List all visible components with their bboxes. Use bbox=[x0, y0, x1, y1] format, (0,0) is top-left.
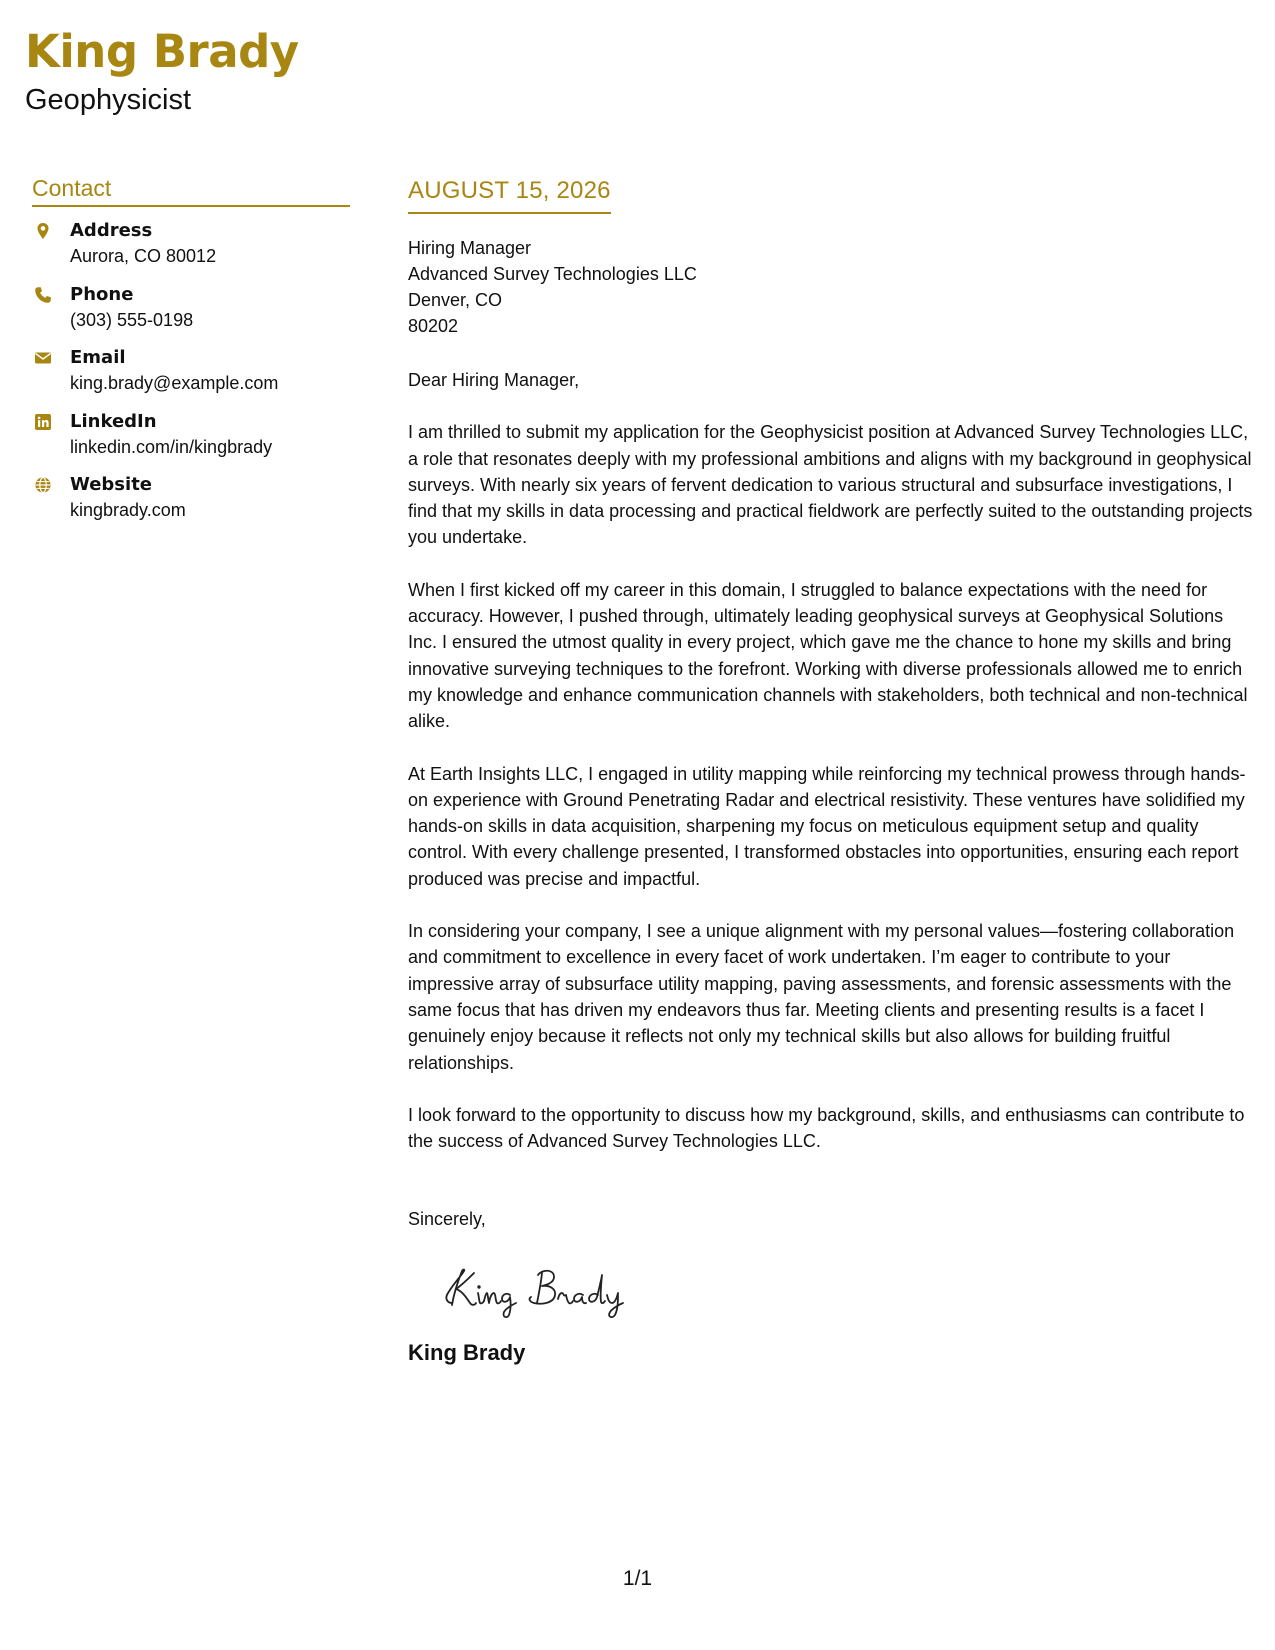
recipient-block bbox=[408, 235, 1253, 339]
recipient-title: Hiring Manager bbox=[408, 238, 532, 258]
contact-item-address bbox=[32, 219, 350, 283]
contact-label: Website bbox=[70, 474, 153, 495]
body-paragraph: At Earth Insights LLC, I engaged in utility mapping while reinforcing my technical prowess through hands-on experience with Ground Penetrating Radar and electrical resistivity. These ventures have solidified my hands-on skills in data acquisition, sharpening my focus on meticulous equipment setup and quality control. With every challenge presented, I transformed obstacles into opportunities, ensuring each report produced was precise and impactful. bbox=[408, 763, 1246, 889]
contact-heading: Contact bbox=[32, 174, 350, 207]
contact-label: Address bbox=[70, 220, 153, 241]
map-pin-icon bbox=[34, 222, 52, 240]
page-number: 1/1 bbox=[622, 1567, 653, 1590]
contact-label: Phone bbox=[70, 283, 134, 305]
phone-icon bbox=[34, 286, 52, 304]
recipient-zip: 80202 bbox=[408, 316, 459, 336]
contact-item-website bbox=[32, 473, 350, 537]
contact-sidebar bbox=[32, 174, 350, 537]
applicant-role: Geophysicist bbox=[25, 84, 192, 116]
contact-value[interactable]: linkedin.com/in/kingbrady bbox=[70, 436, 273, 457]
recipient-company: Advanced Survey Technologies LLC bbox=[408, 264, 697, 284]
contact-value: (303) 555-0198 bbox=[70, 309, 194, 330]
contact-label: Email bbox=[70, 347, 126, 368]
contact-label: LinkedIn bbox=[70, 410, 157, 432]
envelope-icon bbox=[34, 349, 52, 367]
contact-value[interactable]: kingbrady.com bbox=[70, 500, 186, 520]
body-paragraph: In considering your company, I see a unique alignment with my personal values—fostering collaboration and commitment to excellence in every facet of work undertaken. I’m eager to contribute to your impressive array of subsurface utility mapping, paving assessments, and forensic assessments with the same focus that has driven my endeavors thus far. Meeting clients and presenting results is a facet I genuinely enjoy because it reflects not only my technical skills but also allows for building fruitful relationships. bbox=[408, 921, 1235, 1073]
signer-name: King Brady bbox=[408, 1339, 526, 1365]
globe-icon bbox=[34, 476, 52, 494]
handwritten-signature bbox=[438, 1259, 1253, 1329]
closing: Sincerely, bbox=[408, 1209, 486, 1230]
letter-date: AUGUST 15, 2026 bbox=[408, 176, 611, 214]
recipient-city: Denver, CO bbox=[408, 290, 503, 310]
body-paragraph: I look forward to the opportunity to discuss how my background, skills, and enthusiasms can contribute to the success of Advanced Survey Technologies LLC. bbox=[408, 1104, 1245, 1152]
letter-body bbox=[408, 176, 1253, 1367]
linkedin-icon bbox=[34, 413, 52, 431]
salutation: Dear Hiring Manager, bbox=[408, 370, 580, 390]
contact-list bbox=[32, 219, 350, 537]
contact-item-email bbox=[32, 346, 350, 410]
applicant-name: King Brady bbox=[25, 25, 299, 78]
contact-item-phone bbox=[32, 283, 350, 347]
body-paragraph: I am thrilled to submit my application for the Geophysicist position at Advanced Survey Technologies LLC, a role that resonates deeply with my professional ambitions and aligns with my background in geophysical surveys. With nearly six years of fervent dedication to various structural and subsurface investigations, I find that my skills in data processing and practical fieldwork are perfectly suited to the outstanding projects you undertake. bbox=[408, 422, 1253, 548]
contact-item-linkedin bbox=[32, 410, 350, 474]
contact-value: Aurora, CO 80012 bbox=[70, 246, 217, 266]
body-paragraph: When I first kicked off my career in this domain, I struggled to balance expectations with the need for accuracy. However, I pushed through, ultimately leading geophysical surveys at Geophysical Solutions Inc. I ensured the utmost quality in every project, which gave me the chance to hone my skills and bring innovative surveying techniques to the forefront. Working with diverse professionals allowed me to enrich my knowledge and enhance communication channels with stakeholders, both technical and non-technical alike. bbox=[408, 579, 1248, 732]
contact-value[interactable]: king.brady@example.com bbox=[70, 373, 279, 393]
